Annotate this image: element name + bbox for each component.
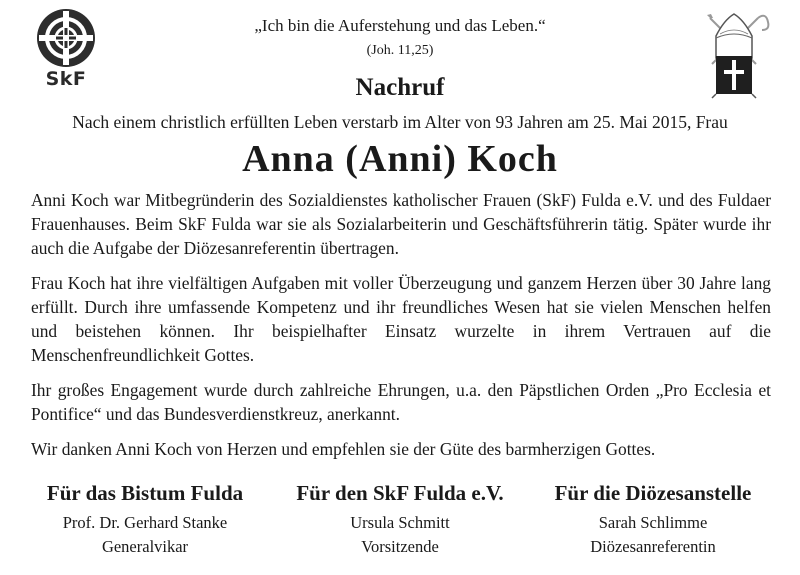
signature-block [528,480,778,559]
paragraph: Ihr großes Engagement wurde durch zahlreiche Ehrungen, u.a. den Päpstlichen Orden „Pro Ecclesia et Pontifice“ und das Bundesverdienstkreuz, anerkannt. [31,380,771,424]
signature-role: Generalvikar [101,537,189,556]
signature-person: Prof. Dr. Gerhard Stanke [62,513,228,532]
paragraph: Frau Koch hat ihre vielfältigen Aufgaben mit voller Überzeugung und ganzem Herzen über 30 Jahre lang erfüllt. Durch ihre umfassende Kompetenz und ihr freundliches Wesen hat sie vielen Menschen helfen und beistehen können. Ihr beispielhafter Einsatz wurzelte in ihrem Vertrauen auf die Menschenfreundlichkeit Gottes. [31,273,771,365]
signature-org: Für das Bistum Fulda [46,481,244,505]
paragraph: Anni Koch war Mitbegründerin des Sozialdienstes katholischer Frauen (SkF) Fulda e.V. und des Fuldaer Frauenhauses. Beim SkF Fulda war sie als Sozialarbeiterin und Geschäftsführerin tätig. Später wurde ihr auch die Aufgabe der Diözesanreferentin übertragen. [31,190,771,258]
signature-role: Vorsitzende [361,537,439,556]
signature-block [20,480,270,559]
signature-block [275,480,525,559]
bible-quote: „Ich bin die Auferstehung und das Leben.“ [254,16,546,35]
signature-person: Sarah Schlimme [598,513,708,532]
quote-reference: (Joh. 11,25) [366,43,434,58]
signature-person: Ursula Schmitt [350,513,450,532]
signature-org: Für die Diözesanstelle [554,481,752,505]
signature-role: Diözesanreferentin [590,537,716,556]
page-title: Nachruf [355,74,445,101]
paragraph: Wir danken Anni Koch von Herzen und empfehlen sie der Güte des barmherzigen Gottes. [31,439,656,459]
logo-text: SkF [45,68,87,90]
deceased-name: Anna (Anni) Koch [242,138,558,180]
signature-org: Für den SkF Fulda e.V. [296,481,504,505]
obituary-body [31,188,771,472]
intro-line: Nach einem christlich erfüllten Leben verstarb im Alter von 93 Jahren am 25. Mai 2015, Frau [72,112,728,132]
